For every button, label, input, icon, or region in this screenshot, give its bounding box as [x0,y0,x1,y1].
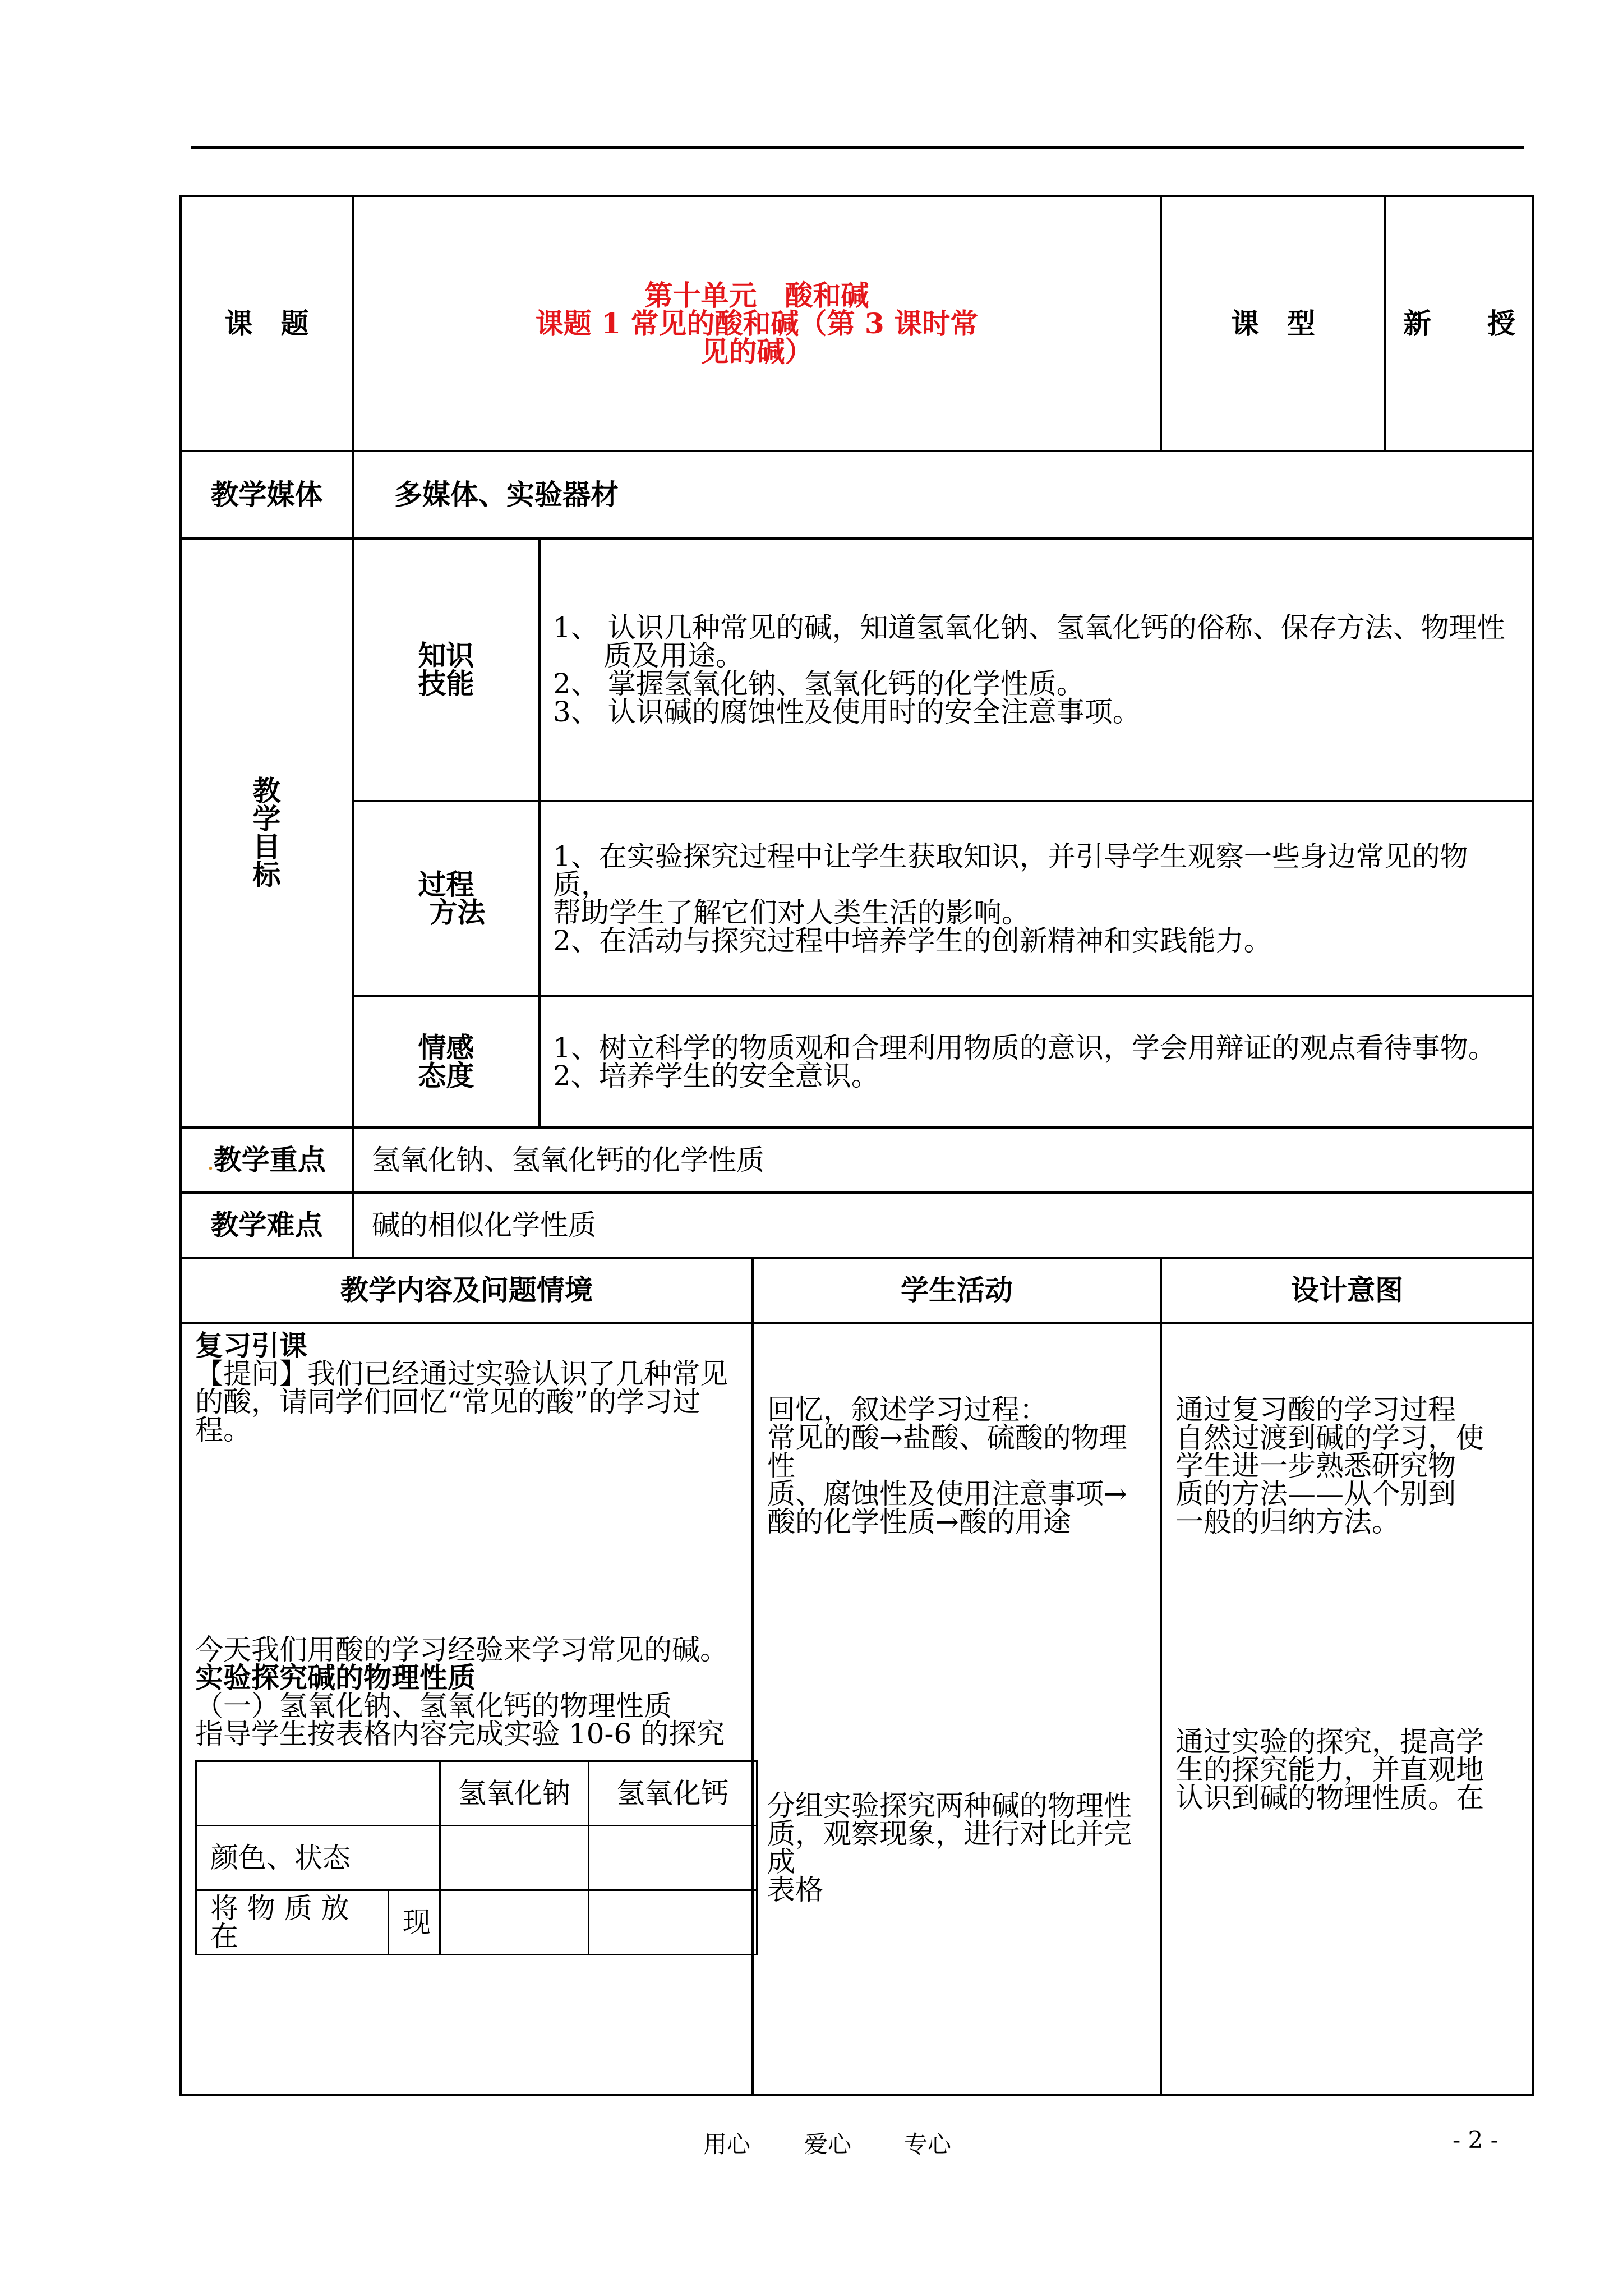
knowledge-item: 1、 认识几种常见的碱，知道氢氧化钠、氢氧化钙的俗称、保存方法、物理性 [553,611,1505,644]
content-paragraph: 的酸，请同学们回忆“常见的酸”的学习过程。 [195,1386,701,1446]
intent-text: 学生进一步熟悉研究物 [1175,1450,1456,1482]
media-label-cell [181,451,353,539]
knowledge-label-cell [353,539,540,801]
activity-text: 分组实验探究两种碱的物理性 [767,1789,1132,1822]
process-label-cell [353,801,540,996]
table-row-label: 将 物 质 放 在 [196,1890,389,1955]
table-cell [589,1826,757,1890]
objectives-label-char: 学 [252,802,281,835]
intent-text: 质的方法——从个别到 [1175,1478,1456,1510]
table-cell [589,1890,757,1955]
emotion-item: 1、树立科学的物质观和合理利用物质的意识，学会用辩证的观点看待事物。 [553,1032,1496,1064]
intent-column [1161,1323,1533,2095]
footer-motto-2: 爱心 [804,2131,852,2158]
intent-text: 一般的归纳方法。 [1175,1506,1400,1538]
table-cell [440,1890,589,1955]
knowledge-item: 3、 认识碱的腐蚀性及使用时的安全注意事项。 [553,696,1141,728]
section-heading: 实验探究碱的物理性质 [195,1661,476,1694]
media-value: 多媒体、实验器材 [394,478,619,511]
table-header-caoh2: 氢氧化钙 [589,1761,757,1826]
knowledge-item: 质及用途。 [603,639,744,672]
activity-text: 质，观察现象，进行对比并完成 [767,1818,1132,1878]
knowledge-label-line2: 技能 [418,667,474,700]
margin-mark-icon: . [208,1154,214,1174]
difficulty-label: 教学难点 [210,1208,323,1241]
content-paragraph: 【提问】我们已经通过实验认识了几种常见 [195,1358,728,1390]
content-column [181,1323,753,2095]
process-label-line2: 方法 [429,896,486,929]
process-label-line1: 过程 [418,868,474,901]
lesson-title-cell [353,196,1161,451]
activity-column-header [753,1258,1161,1323]
objectives-label-cell [181,539,353,1128]
intent-text: 生的探究能力，并直观地 [1175,1754,1484,1786]
table-row-label: 现 [389,1890,440,1955]
process-item: 1、在实验探究过程中让学生获取知识，并引导学生观察一些身边常见的物质， [553,840,1468,901]
objectives-label-char: 标 [252,858,281,891]
key-point-label: 教学重点 [213,1143,326,1176]
emotion-items-cell [540,996,1533,1128]
content-column-header [181,1258,753,1323]
intent-text: 认识到碱的物理性质。在 [1175,1782,1484,1814]
intent-text: 通过复习酸的学习过程 [1175,1393,1456,1426]
activity-text: 回忆，叙述学习过程： [767,1393,1048,1426]
media-label: 教学媒体 [210,478,323,511]
table-cell [440,1826,589,1890]
knowledge-item: 2、 掌握氢氧化钠、氢氧化钙的化学性质。 [553,668,1085,700]
lesson-title-line3: 见的碱） [700,334,813,368]
subsection-heading: （一）氢氧化钠、氢氧化钙的物理性质 [195,1690,672,1722]
content-paragraph: 今天我们用酸的学习经验来学习常见的碱。 [195,1634,728,1666]
subject-label-cell [181,196,353,451]
footer-motto-1: 用心 [703,2131,751,2158]
content-paragraph: 指导学生按表格内容完成实验 10-6 的探究 [195,1718,725,1750]
section-heading: 复习引课 [195,1329,307,1362]
difficulty-value: 碱的相似化学性质 [372,1209,596,1241]
knowledge-label-line1: 知识 [418,639,474,672]
intent-column-header [1161,1258,1533,1323]
emotion-label-cell [353,996,540,1128]
difficulty-label-cell [181,1193,353,1258]
media-value-cell [353,451,1533,539]
intent-text: 通过实验的探究，提高学 [1175,1726,1484,1758]
process-items-cell [540,801,1533,996]
table-row-label: 颜色、状态 [196,1826,440,1890]
header-rule [191,146,1524,149]
objectives-label-char: 目 [252,830,281,863]
activity-column-title: 学生活动 [901,1273,1013,1306]
lesson-title-line1: 第十单元 酸和碱 [644,278,869,312]
lesson-plan-table [179,195,1534,2096]
content-column-title: 教学内容及问题情境 [340,1273,593,1306]
process-item: 帮助学生了解它们对人类生活的影响。 [553,896,1030,929]
activity-text: 酸的化学性质→酸的用途 [767,1506,1071,1538]
activity-text: 表格 [767,1874,823,1906]
activity-text: 质、腐蚀性及使用注意事项→ [767,1478,1127,1510]
intent-column-title: 设计意图 [1291,1273,1403,1306]
process-item: 2、在活动与探究过程中培养学生的创新精神和实践能力。 [553,924,1272,957]
knowledge-items-cell [540,539,1533,801]
key-point-value-cell [353,1128,1533,1193]
emotion-label-line1: 情感 [418,1031,474,1064]
type-value-cell [1385,196,1533,451]
type-label: 课 型 [1231,306,1315,340]
footer-motto-3: 专心 [904,2131,952,2158]
type-value: 新 授 [1403,306,1515,340]
activity-column [753,1323,1161,2095]
table-corner-cell [196,1761,440,1826]
objectives-label-char: 教 [252,774,281,807]
table-header-naoh: 氢氧化钠 [440,1761,589,1826]
lesson-title-line2: 课题 1 常见的酸和碱（第 3 课时常 [535,306,979,340]
intent-text: 自然过渡到碱的学习，使 [1175,1421,1484,1454]
type-label-cell [1161,196,1385,451]
activity-text: 常见的酸→盐酸、硫酸的物理性 [767,1421,1127,1482]
subject-label: 课 题 [224,306,309,340]
key-point-label-cell [181,1128,353,1193]
page-number: - 2 - [1453,2126,1498,2154]
physical-properties-table [195,1760,758,1955]
emotion-item: 2、培养学生的安全意识。 [553,1060,879,1092]
emotion-label-line2: 态度 [418,1059,474,1092]
key-point-value: 氢氧化钠、氢氧化钙的化学性质 [372,1144,764,1176]
difficulty-value-cell [353,1193,1533,1258]
